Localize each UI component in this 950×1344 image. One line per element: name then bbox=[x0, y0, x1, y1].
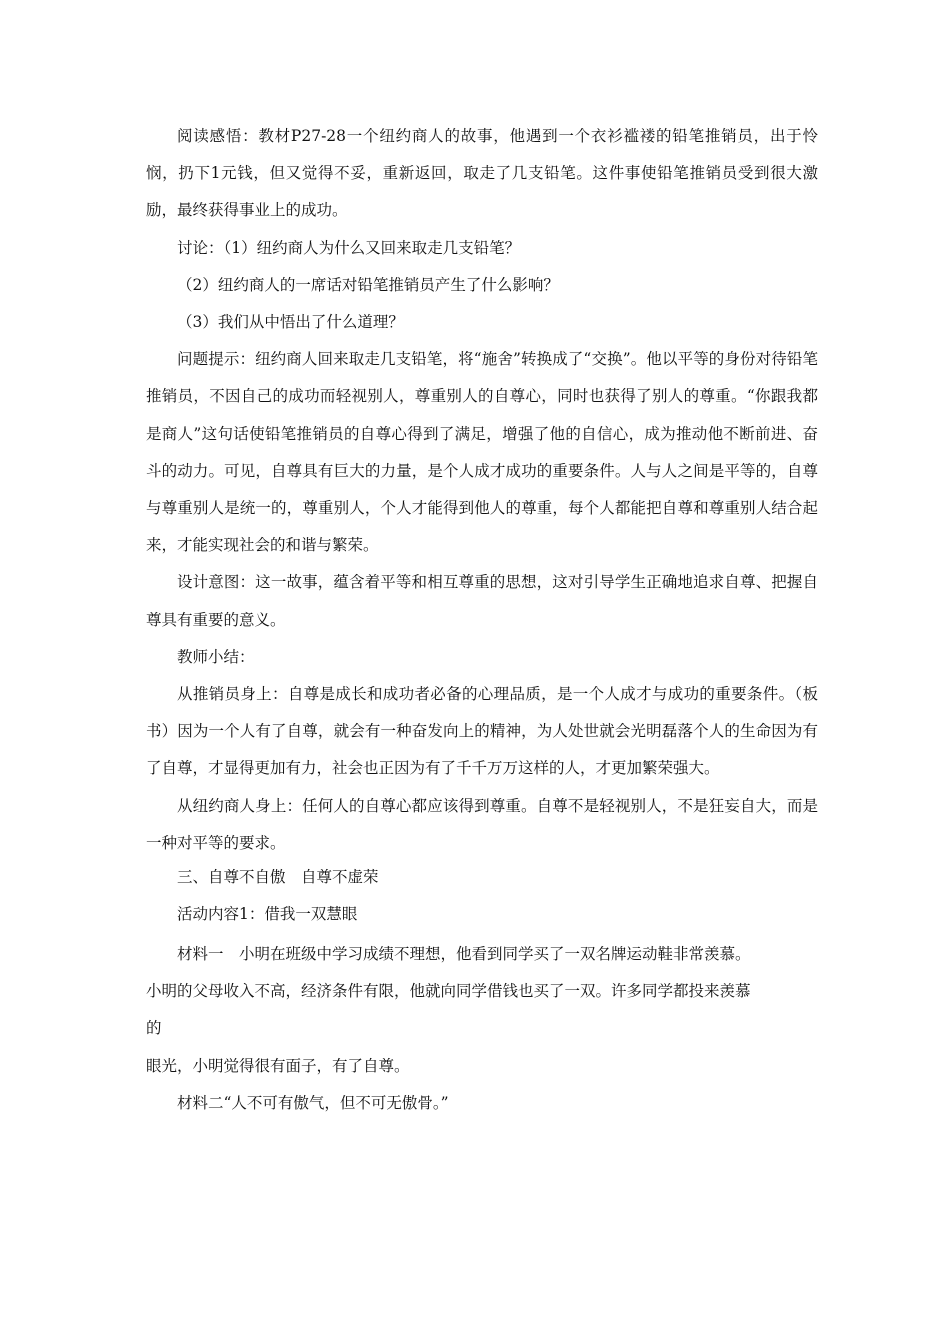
activity-heading: 活动内容1：借我一双慧眼 bbox=[177, 905, 358, 924]
paragraph-material-two: 材料二“人不可有傲气，但不可无傲骨。” bbox=[177, 1093, 449, 1112]
paragraph-material-one-line4: 眼光，小明觉得很有面子，有了自尊。 bbox=[146, 1056, 410, 1075]
paragraph-discussion-q3: （3）我们从中悟出了什么道理？ bbox=[177, 313, 404, 332]
paragraph-material-one-line3: 的 bbox=[146, 1019, 162, 1038]
paragraph-reading-reflection: 阅读感悟：教材P27-28一个纽约商人的故事，他遇到一个衣衫褴褛的铅笔推销员，出于怜悯，扔下1元钱，但又觉得不妥，重新返回，取走了几支铅笔。这件事使铅笔推销员受到很大激励，最终获得事业上的成功。 bbox=[146, 127, 818, 220]
paragraph-design-intent: 设计意图：这一故事，蕴含着平等和相互尊重的思想，这对引导学生正确地追求自尊、把握自尊具有重要的意义。 bbox=[146, 573, 818, 629]
paragraph-teacher-summary-heading: 教师小结： bbox=[177, 647, 255, 666]
paragraph-hint: 问题提示：纽约商人回来取走几支铅笔，将“施舍”转换成了“交换”。他以平等的身份对待铅笔推销员，不因自己的成功而轻视别人，尊重别人的自尊心，同时也获得了别人的尊重。“你跟我都是商人”这句话使铅笔推销员的自尊心得到了满足，增强了他的自信心，成为推动他不断前进、奋斗的动力。可见，自尊具有巨大的力量，是个人成才成功的重要条件。人与人之间是平等的，自尊与尊重别人是统一的，尊重别人，个人才能得到他人的尊重，每个人都能把自尊和尊重别人结合起来，才能实现社会的和谐与繁荣。 bbox=[146, 350, 818, 555]
section-heading-three: 三、自尊不自傲 自尊不虚荣 bbox=[177, 868, 379, 887]
paragraph-material-one-line2: 小明的父母收入不高，经济条件有限，他就向同学借钱也买了一双。许多同学都投来羡慕 bbox=[146, 982, 751, 1001]
paragraph-discussion-q2: （2）纽约商人的一席话对铅笔推销员产生了什么影响？ bbox=[177, 275, 559, 294]
paragraph-merchant-lesson: 从纽约商人身上：任何人的自尊心都应该得到尊重。自尊不是轻视别人，不是狂妄自大，而是一种对平等的要求。 bbox=[146, 796, 818, 852]
paragraph-salesman-lesson: 从推销员身上：自尊是成长和成功者必备的心理品质，是一个人成才与成功的重要条件。（板书）因为一个人有了自尊，就会有一种奋发向上的精神，为人处世就会光明磊落个人的生命因为有了自尊，才显得更加有力，社会也正因为有了千千万万这样的人，才更加繁荣强大。 bbox=[146, 685, 818, 778]
paragraph-material-one-start: 材料一 小明在班级中学习成绩不理想，他看到同学买了一双名牌运动鞋非常羡慕。 bbox=[177, 945, 751, 964]
paragraph-discussion-q1: 讨论：（1）纽约商人为什么又回来取走几支铅笔？ bbox=[177, 238, 521, 257]
document-body bbox=[146, 118, 818, 1122]
